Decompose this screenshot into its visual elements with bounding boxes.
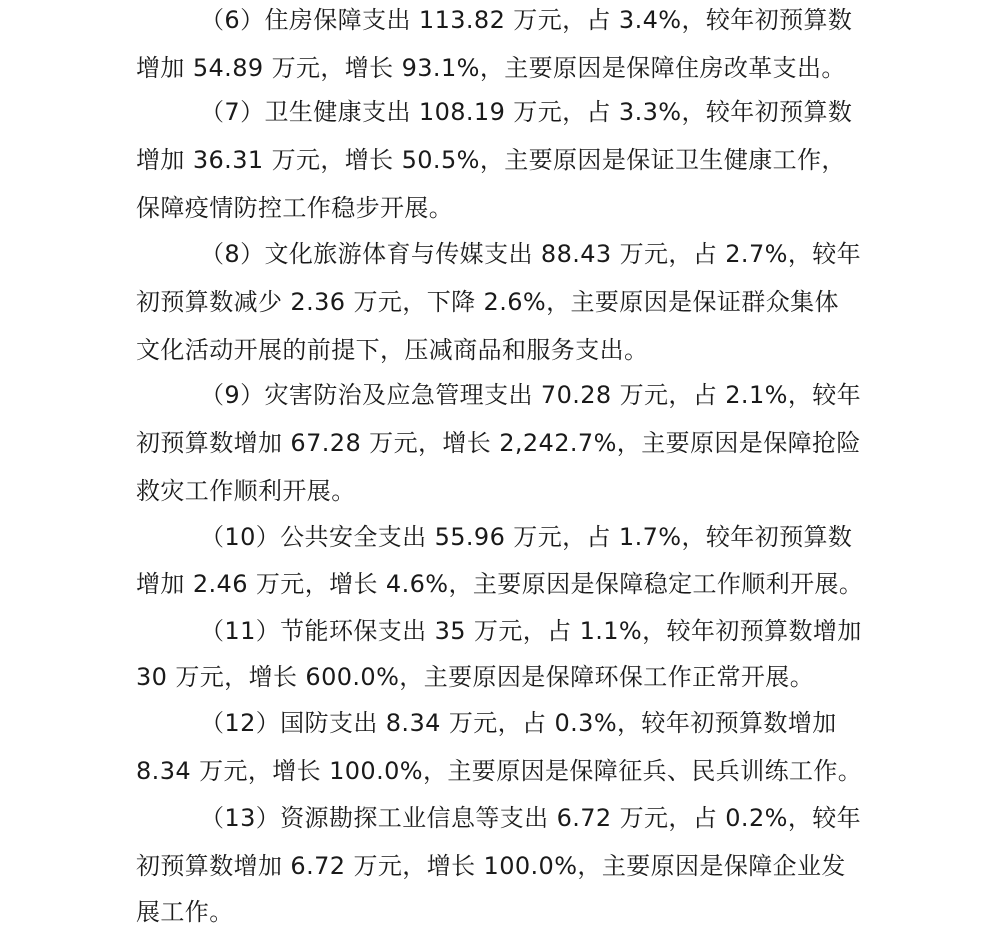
paragraph-8-line-1: （8）文化旅游体育与传媒支出 88.43 万元，占 2.7%，较年 xyxy=(200,240,862,268)
paragraph-8-line-3: 文化活动开展的前提下，压减商品和服务支出。 xyxy=(136,336,649,364)
paragraph-7-line-1: （7）卫生健康支出 108.19 万元，占 3.3%，较年初预算数 xyxy=(200,98,853,126)
paragraph-8-line-2: 初预算数减少 2.36 万元，下降 2.6%，主要原因是保证群众集体 xyxy=(136,288,839,316)
paragraph-10-line-1: （10）公共安全支出 55.96 万元，占 1.7%，较年初预算数 xyxy=(200,523,853,551)
paragraph-9-line-2: 初预算数增加 67.28 万元，增长 2,242.7%，主要原因是保障抢险 xyxy=(136,429,861,457)
paragraph-9-line-3: 救灾工作顺利开展。 xyxy=(136,477,356,505)
paragraph-7-line-2: 增加 36.31 万元，增长 50.5%，主要原因是保证卫生健康工作， xyxy=(136,146,846,174)
paragraph-11-line-1: （11）节能环保支出 35 万元，占 1.1%，较年初预算数增加 xyxy=(200,617,862,645)
paragraph-13-line-2: 初预算数增加 6.72 万元，增长 100.0%，主要原因是保障企业发 xyxy=(136,852,846,880)
paragraph-6-line-2: 增加 54.89 万元，增长 93.1%，主要原因是保障住房改革支出。 xyxy=(136,54,846,82)
paragraph-7-line-3: 保障疫情防控工作稳步开展。 xyxy=(136,194,454,222)
paragraph-13-line-1: （13）资源勘探工业信息等支出 6.72 万元，占 0.2%，较年 xyxy=(200,804,862,832)
paragraph-11-line-2: 30 万元，增长 600.0%，主要原因是保障环保工作正常开展。 xyxy=(136,663,815,691)
paragraph-10-line-2: 增加 2.46 万元，增长 4.6%，主要原因是保障稳定工作顺利开展。 xyxy=(136,570,864,598)
paragraph-9-line-1: （9）灾害防治及应急管理支出 70.28 万元，占 2.1%，较年 xyxy=(200,381,862,409)
paragraph-6-line-1: （6）住房保障支出 113.82 万元，占 3.4%，较年初预算数 xyxy=(200,6,853,34)
paragraph-12-line-2: 8.34 万元，增长 100.0%，主要原因是保障征兵、民兵训练工作。 xyxy=(136,757,863,785)
paragraph-13-line-3: 展工作。 xyxy=(136,898,234,926)
paragraph-12-line-1: （12）国防支出 8.34 万元，占 0.3%，较年初预算数增加 xyxy=(200,709,837,737)
